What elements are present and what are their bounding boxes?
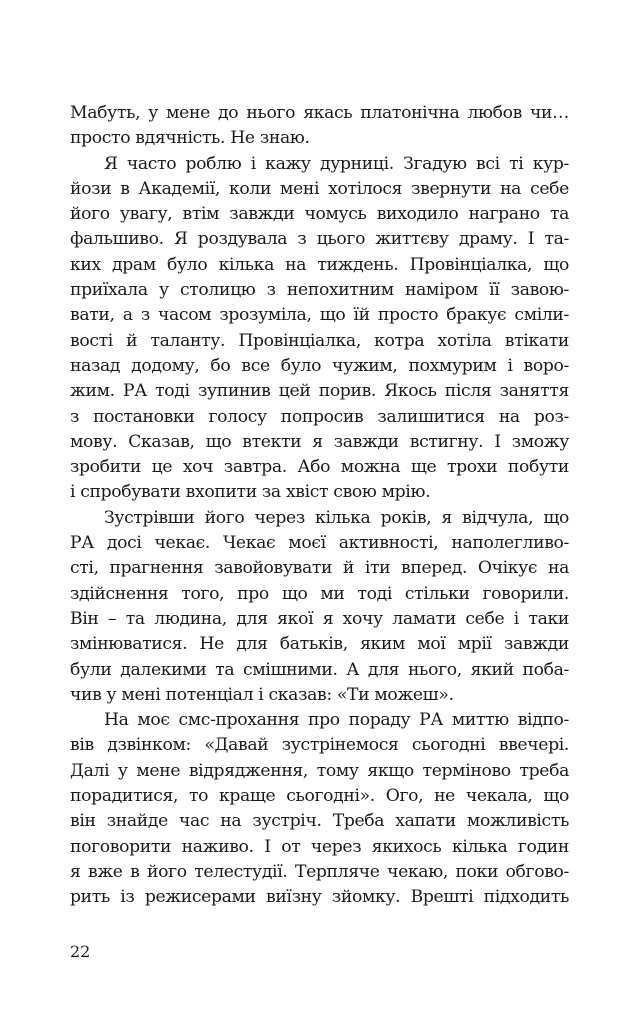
text-line: вів дзвінком: «Давай зустрінемося сьогодні ввечері. — [70, 735, 569, 756]
paragraph — [70, 152, 569, 506]
text-line: він знайде час на зустріч. Треба хапати можливість — [70, 811, 569, 832]
text-line: мову. Сказав, що втекти я завжди встигну. І зможу — [70, 431, 569, 452]
text-line: ких драм було кілька на тиждень. Провінціалка, що — [70, 254, 569, 275]
text-line: і спробувати вхопити за хвіст свою мрію. — [70, 482, 431, 503]
text-line: сті, прагнення завойовувати й іти вперед. Очікує на — [70, 558, 569, 579]
text-line: змінюватися. Не для батьків, яким мої мрії завжди — [70, 634, 569, 655]
text-line: вати, а з часом зрозуміла, що їй просто бракує сміли- — [70, 305, 569, 326]
text-line: йози в Академії, коли мені хотілося звернути на себе — [70, 178, 569, 199]
text-line: зробити це хоч завтра. Або можна ще трохи побути — [70, 457, 569, 478]
paragraph — [70, 708, 569, 910]
text-line: приїхала у столицю з непохитним наміром її завою- — [70, 280, 569, 301]
text-line: поговорити наживо. І от через якихось кілька годин — [70, 836, 569, 857]
text-line: назад додому, бо все було чужим, похмурим і воро- — [70, 355, 569, 376]
text-line: фальшиво. Я роздувала з цього життєву драму. І та- — [70, 229, 569, 250]
text-line: здійснення того, про що ми тоді стільки говорили. — [70, 583, 569, 604]
text-line: РА досі чекає. Чекає моєї активності, наполегливо- — [70, 533, 569, 554]
text-line: були далекими та смішними. А для нього, який поба- — [70, 659, 569, 680]
text-line: На моє смс-прохання про пораду РА миттю відпо- — [104, 710, 569, 731]
text-line: Далі у мене відрядження, тому якщо терміново треба — [70, 760, 569, 781]
text-line: жим. РА тоді зупинив цей порив. Якось після заняття — [70, 381, 569, 402]
book-page-text — [70, 101, 569, 911]
text-line: Я часто роблю і кажу дурниці. Згадую всі ті кур- — [104, 153, 569, 174]
paragraph — [70, 506, 569, 708]
text-line: з постановки голосу попросив залишитися на роз- — [70, 406, 569, 427]
text-line: Зустрівши його через кілька років, я відчула, що — [104, 507, 569, 528]
text-line: порадитися, то краще сьогодні». Ого, не чекала, що — [70, 786, 569, 807]
text-line: Мабуть, у мене до нього якась платонічна любов чи… — [70, 103, 569, 123]
text-line: його увагу, втім завжди чомусь виходило награно та — [70, 204, 569, 225]
text-line: я вже в його телестудії. Терпляче чекаю, поки обгово- — [70, 861, 569, 882]
page-number: 22 — [70, 942, 91, 961]
text-line: Він – та людина, для якої я хочу ламати себе і таки — [70, 608, 569, 629]
text-line: чив у мені потенціал і сказав: «Ти можеш». — [70, 684, 454, 705]
text-line: вості й таланту. Провінціалка, котра хотіла втікати — [70, 330, 569, 351]
text-line: рить із режисерами виїзну зйомку. Врешті підходить — [70, 887, 569, 908]
text-line: просто вдячність. Не знаю. — [70, 128, 310, 149]
paragraph — [70, 101, 569, 152]
